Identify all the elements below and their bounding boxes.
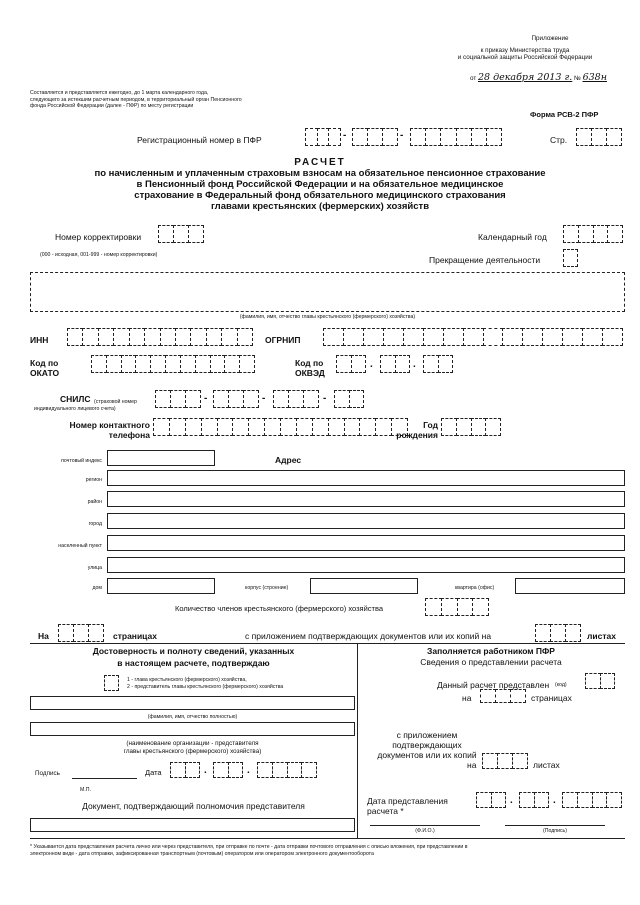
okved-part1[interactable] <box>336 355 366 373</box>
signer-org-caption <box>30 740 355 755</box>
left-date-dot1: . <box>204 765 207 776</box>
left-title2: в настоящем расчете, подтверждаю <box>117 658 270 668</box>
page-number-input[interactable] <box>576 128 622 146</box>
region-label: регион <box>85 477 102 483</box>
okved-l1: Код по <box>295 358 324 368</box>
snils-hint <box>34 399 154 412</box>
annex-date: 28 декабря 2013 г. <box>478 72 573 83</box>
building-input[interactable] <box>310 578 418 594</box>
right-sign-line[interactable] <box>505 825 605 826</box>
doc-label: Документ, подтверждающий полномочия представителя <box>82 801 305 811</box>
inn-input[interactable] <box>67 328 253 346</box>
annex-title: Приложение <box>531 35 569 42</box>
okved-l2: ОКВЭД <box>295 368 325 378</box>
form-heading <box>0 157 640 212</box>
district-label: район <box>87 499 102 505</box>
termination-label: Прекращение деятельности <box>429 255 541 265</box>
signer-type-input[interactable] <box>104 675 119 691</box>
snils-part3[interactable] <box>273 390 319 408</box>
left-date-day[interactable] <box>170 762 200 778</box>
signer-org1: (наименование организации - представителя <box>126 740 259 747</box>
okved-label <box>295 358 325 378</box>
right-att2: подтверждающих <box>392 740 462 750</box>
presented-code: (код) <box>555 682 567 688</box>
district-input[interactable] <box>107 491 625 507</box>
ogrnip-input[interactable] <box>323 328 623 346</box>
left-title <box>30 646 357 668</box>
annex-num-label: № <box>574 75 581 82</box>
street-label: улица <box>87 565 102 571</box>
reg-number-part1[interactable] <box>305 128 341 146</box>
birth-label <box>390 420 438 440</box>
annex-block <box>430 35 620 62</box>
pages-count-input[interactable] <box>58 624 104 642</box>
pages-on: На <box>38 631 49 641</box>
footnote-l1: * Указывается дата представления расчета лично или через представителя, при отправке по почте - дата отправки почтового отправления с описью вложения, при представлении в <box>30 844 468 850</box>
form-code: Форма РСВ-2 ПФР <box>530 110 599 119</box>
city-label: город <box>88 521 102 527</box>
pages-attached: с приложением подтверждающих документов или их копий на <box>245 631 492 641</box>
left-date-label: Дата <box>145 768 162 777</box>
ogrnip-label: ОГРНИП <box>265 335 301 345</box>
signer-org-input[interactable] <box>30 722 355 736</box>
intro-text <box>30 90 330 110</box>
snils-label: СНИЛС <box>60 394 91 404</box>
head-fio-caption: (фамилия, имя, отчество главы крестьянского (фермерского) хозяйства) <box>239 314 416 320</box>
house-input[interactable] <box>107 578 215 594</box>
intro-line3: фонда Российской Федерации (далее - ПФР) по месту регистрации <box>30 103 194 109</box>
lower-divider <box>357 643 358 838</box>
signer-opt2: 2 - представитель главы крестьянского (фермерского) хозяйства <box>127 683 284 690</box>
reg-number-label: Регистрационный номер в ПФР <box>137 135 262 145</box>
heading-line2: в Пенсионный фонд Российской Федерации и на обязательное медицинское <box>136 179 504 190</box>
heading-line3: страхование в Федеральный фонд обязательного медицинского страхования <box>134 190 506 201</box>
right-on2: на <box>467 760 477 770</box>
building-label: корпус (строение) <box>245 585 289 591</box>
lower-top-line <box>30 643 625 644</box>
left-date-dot2: . <box>247 765 250 776</box>
right-date2: расчета * <box>367 806 404 816</box>
settlement-label: населенный пункт <box>58 543 102 549</box>
region-input[interactable] <box>107 470 625 486</box>
right-sign-caption: (Подпись) <box>543 828 567 834</box>
snils-part1[interactable] <box>155 390 201 408</box>
okved-dot1: . <box>370 359 373 370</box>
okato-input[interactable] <box>91 355 255 373</box>
right-title <box>357 646 625 656</box>
right-att3: документов или их копий <box>377 750 477 760</box>
flat-input[interactable] <box>515 578 625 594</box>
right-date-dot1: . <box>510 795 513 806</box>
members-input[interactable] <box>425 598 489 616</box>
heading-title: РАСЧЕТ <box>294 157 346 168</box>
birth-l1: Год <box>423 420 438 430</box>
house-label: дом <box>92 585 102 591</box>
annex-line2: и социальной защиты Российской Федерации <box>457 54 593 61</box>
annex-date-line <box>470 72 630 83</box>
snils-hint2: индивидуального лицевого счета) <box>34 405 116 412</box>
signer-options <box>127 677 283 690</box>
sign-line[interactable] <box>72 778 137 779</box>
pages-sheets: листах <box>587 631 616 641</box>
presented-label: Данный расчет представлен <box>437 680 550 690</box>
pages-word: страницах <box>113 631 157 641</box>
presented-code-input[interactable] <box>585 673 615 689</box>
postcode-label: почтовый индекс <box>61 458 102 464</box>
right-fio-line[interactable] <box>370 825 480 826</box>
signer-fio-input[interactable] <box>30 696 355 710</box>
city-input[interactable] <box>107 513 625 529</box>
members-label: Количество членов крестьянского (фермерского) хозяйства <box>175 604 384 613</box>
presented-on: на <box>462 693 472 703</box>
sheets-count-input[interactable] <box>535 624 581 642</box>
right-att1: с приложением <box>396 730 458 740</box>
okato-l2: ОКАТО <box>30 368 60 378</box>
right-attached <box>367 730 487 760</box>
signer-fio-caption: (фамилия, имя, отчество полностью) <box>147 714 238 720</box>
reg-number-part3[interactable] <box>410 128 502 146</box>
snils-part4[interactable] <box>334 390 364 408</box>
page-label: Стр. <box>550 135 568 145</box>
reg-sep2: - <box>400 130 404 141</box>
right-fio-caption: (Ф.И.О.) <box>415 828 435 834</box>
mp-label: М.П. <box>80 787 91 793</box>
birth-year-input[interactable] <box>441 418 501 436</box>
intro-line1: Составляется и представляется ежегодно, до 1 марта календарного года, <box>30 90 209 96</box>
presented-pages: страницах <box>531 693 572 703</box>
phone-input[interactable] <box>153 418 408 436</box>
okved-dot2: . <box>413 359 416 370</box>
signer-org2: главы крестьянского (фермерского) хозяйства) <box>123 747 262 755</box>
right-title1: Заполняется работником ПФР <box>427 646 555 656</box>
signer-opt1: 1 - глава крестьянского (фермерского) хозяйства, <box>127 677 247 683</box>
right-date-month[interactable] <box>519 792 549 808</box>
reg-number-part2[interactable] <box>352 128 398 146</box>
snils-sep3: - <box>323 393 327 404</box>
heading-line1: по начисленным и уплаченным страховым взносам на обязательное пенсионное страхование <box>94 168 546 179</box>
right-date-year[interactable] <box>562 792 622 808</box>
left-date-month[interactable] <box>213 762 243 778</box>
right-subtitle: Сведения о представлении расчета <box>420 657 562 667</box>
correction-hint: (000 - исходная, 001-999 - номер корректировки) <box>40 252 158 258</box>
head-fio-input[interactable] <box>30 272 625 312</box>
right-date-label <box>367 796 448 816</box>
presented-pages-input[interactable] <box>480 689 526 703</box>
right-sheets: листах <box>533 760 560 770</box>
year-input[interactable] <box>563 225 623 243</box>
flat-label: квартира (офис) <box>455 585 495 591</box>
doc-input[interactable] <box>30 818 355 832</box>
snils-sep2: - <box>262 393 266 404</box>
okato-l1: Код по <box>30 358 59 368</box>
footnote <box>30 844 630 857</box>
snils-sep1: - <box>204 393 208 404</box>
year-label: Календарный год <box>478 232 547 242</box>
okved-part2[interactable] <box>380 355 410 373</box>
right-sheets-input[interactable] <box>482 753 528 769</box>
annex-from: от <box>470 75 477 82</box>
sign-label: Подпись <box>35 770 60 777</box>
postcode-input[interactable] <box>107 450 215 466</box>
okved-part3[interactable] <box>423 355 453 373</box>
termination-input[interactable] <box>563 249 578 267</box>
snils-hint1: (страховой номер <box>94 399 137 405</box>
right-date-day[interactable] <box>476 792 506 808</box>
settlement-input[interactable] <box>107 535 625 551</box>
annex-number: 638н <box>582 72 607 83</box>
street-input[interactable] <box>107 557 625 573</box>
phone-l1: Номер контактного <box>69 420 150 430</box>
okato-label <box>30 358 59 378</box>
heading-line4: главами крестьянских (фермерских) хозяйств <box>210 201 430 212</box>
right-date-dot2: . <box>553 795 556 806</box>
reg-sep1: - <box>343 130 347 141</box>
birth-l2: рождения <box>396 430 438 440</box>
annex-line1: к приказу Министерства труда <box>480 46 570 54</box>
correction-label: Номер корректировки <box>55 232 142 242</box>
footnote-l2: электронном виде - дата отправки, зафиксированная транспортным (почтовым) оператором или оператором электронного документооборота <box>30 850 374 857</box>
left-title1: Достоверность и полноту сведений, указанных <box>92 646 295 656</box>
snils-part2[interactable] <box>213 390 259 408</box>
inn-label: ИНН <box>30 335 49 345</box>
left-date-year[interactable] <box>257 762 317 778</box>
intro-line2: следующего за истекшим расчетным периодом, в территориальный орган Пенсионного <box>30 96 242 103</box>
phone-label <box>40 420 150 440</box>
phone-l2: телефона <box>108 430 150 440</box>
address-title: Адрес <box>275 455 302 465</box>
right-date1: Дата представления <box>367 796 448 806</box>
lower-bottom-line <box>30 838 625 839</box>
correction-number-input[interactable] <box>158 225 204 243</box>
